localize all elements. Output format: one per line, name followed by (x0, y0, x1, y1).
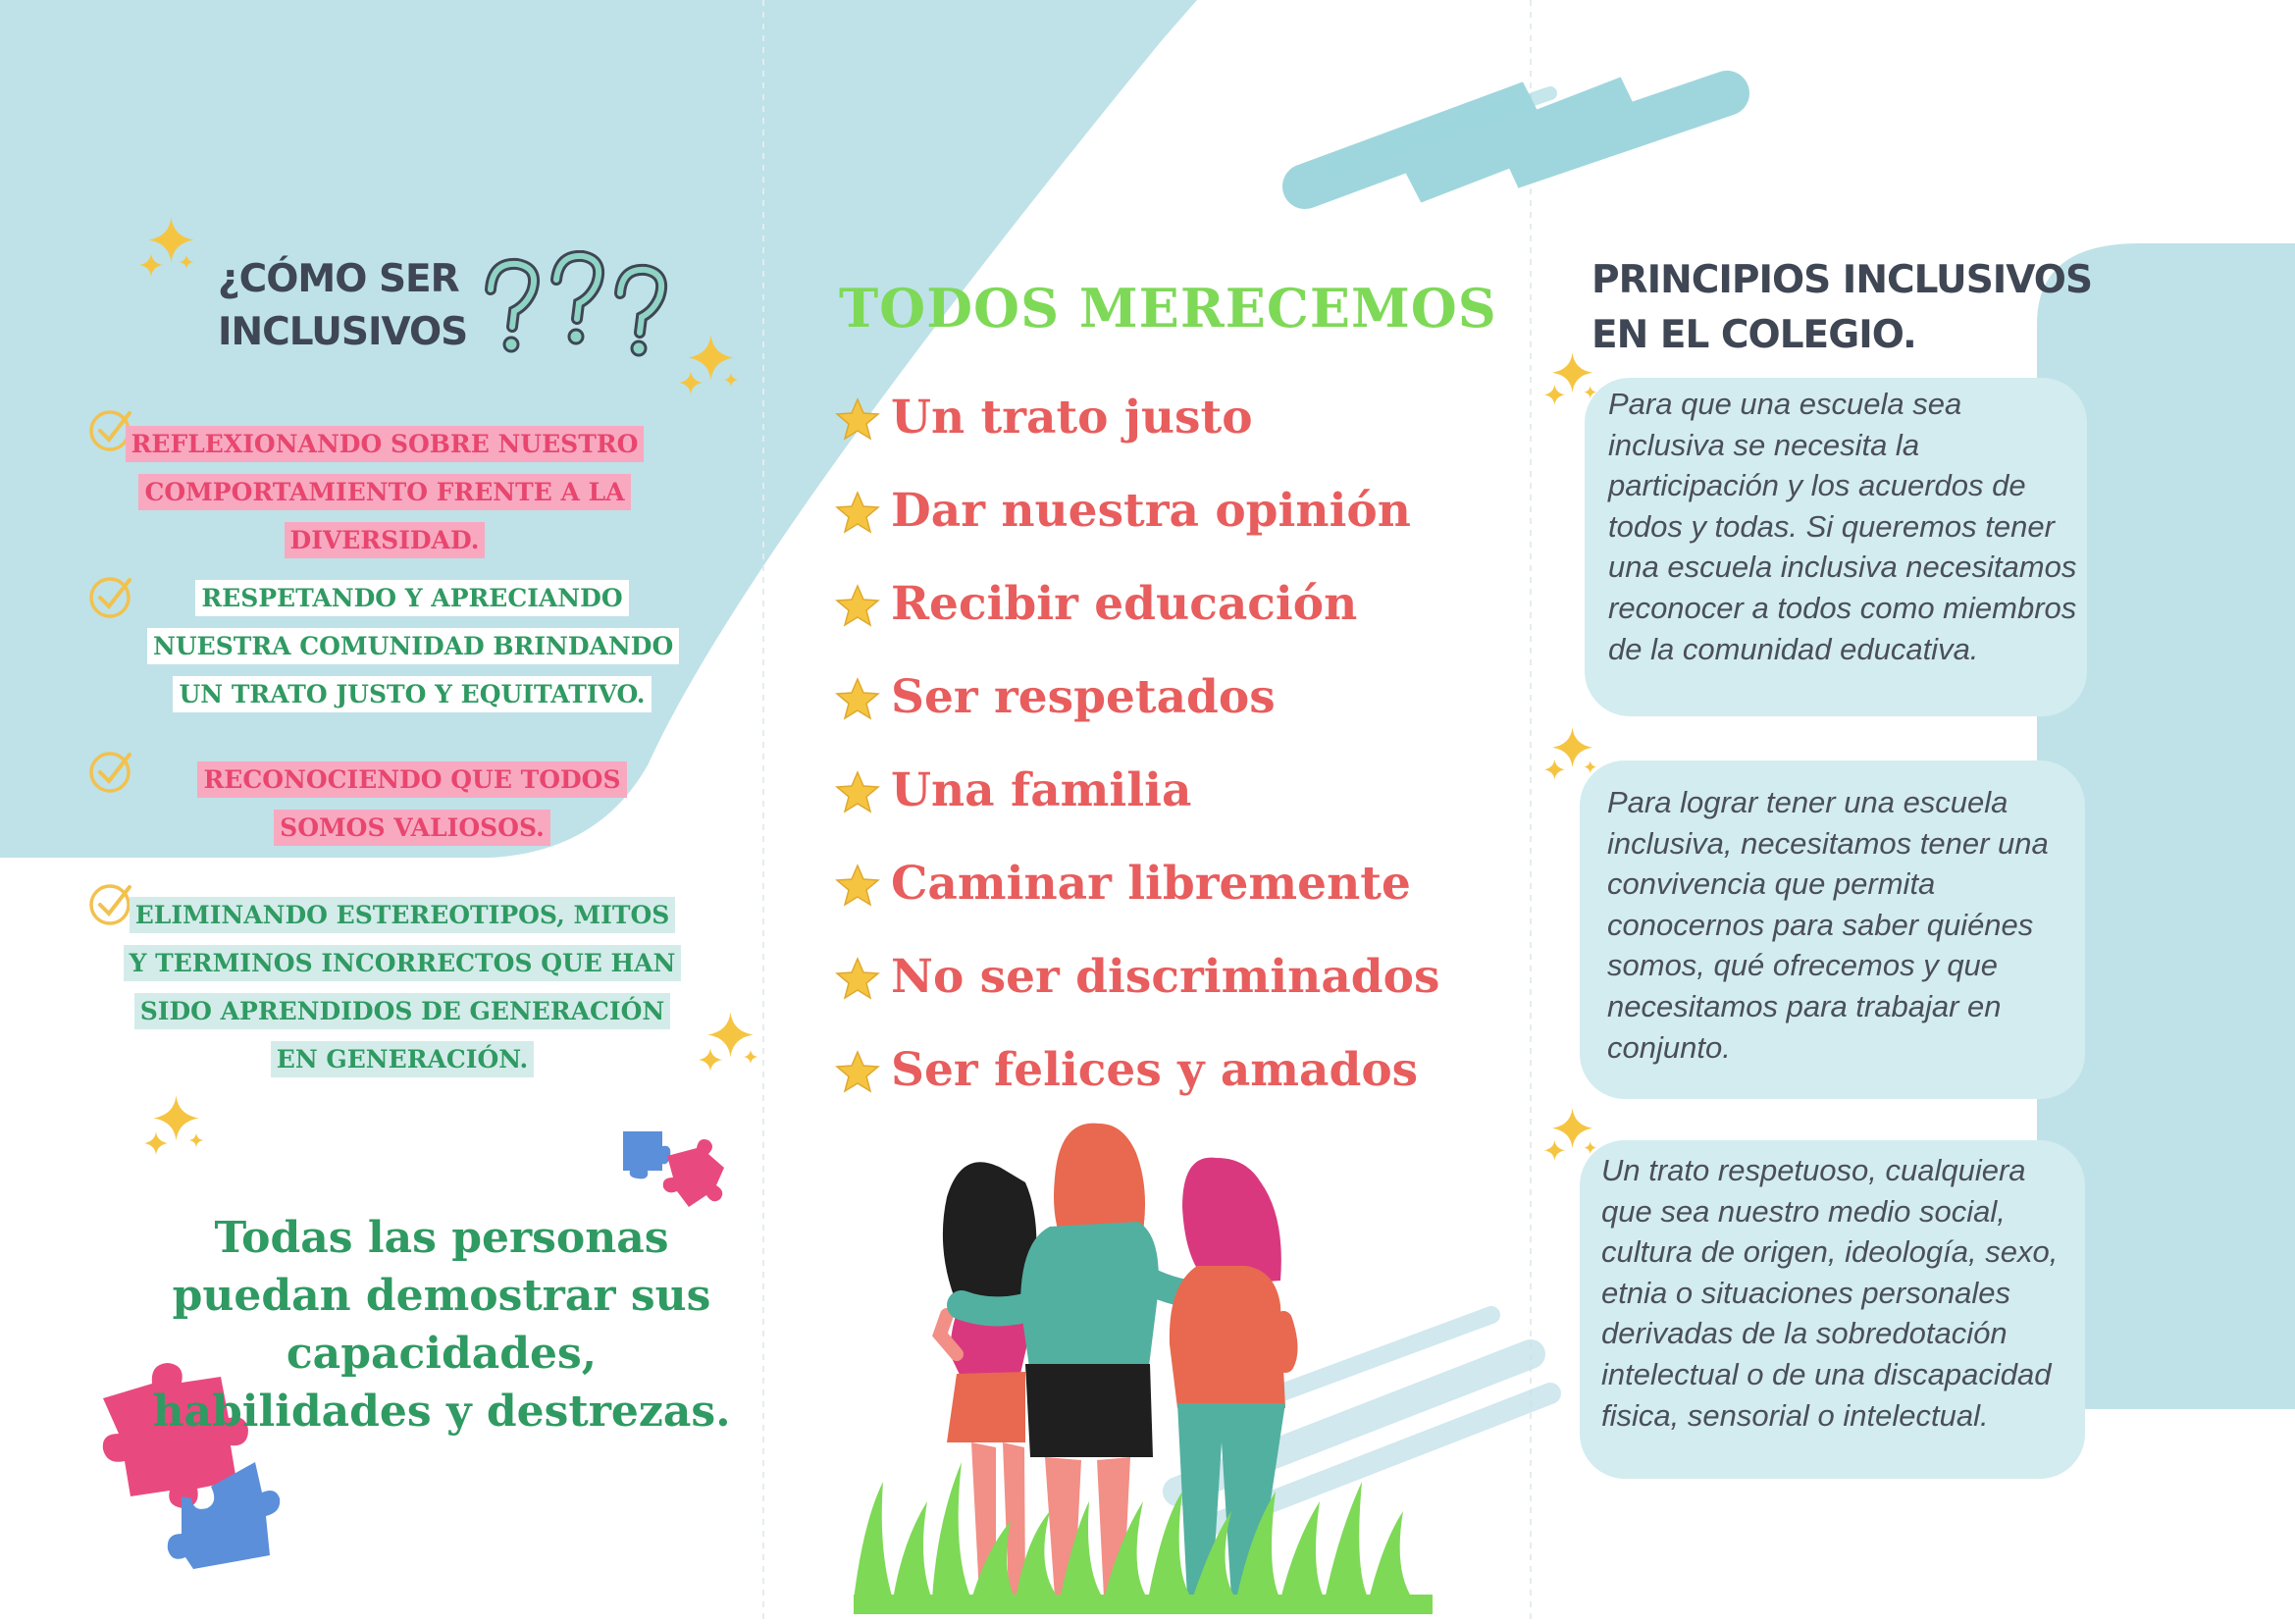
sparkle-icon (137, 216, 206, 285)
left-panel-title (218, 253, 467, 359)
star-icon (834, 396, 881, 444)
inclusion-item-1: REFLEXIONANDO SOBRE NUESTRO COMPORTAMIENTO FRENTE A LA DIVERSIDAD. (61, 420, 708, 564)
left-title-line1: ¿CÓMO SER (218, 257, 459, 301)
principle-card-2 (1580, 760, 2085, 1099)
star-icon (834, 769, 881, 816)
inclusion-item-4: ELIMINANDO ESTEREOTIPOS, MITOS Y TERMINOS INCORRECTOS QUE HAN SIDO APRENDIDOS DE GENERACIÓN EN GENERACIÓN. (123, 891, 682, 1083)
star-icon (834, 676, 881, 723)
principle-card-3 (1580, 1140, 2085, 1479)
star-icon (834, 1049, 881, 1096)
inclusion-item-2: RESPETANDO Y APRECIANDO NUESTRA COMUNIDAD BRINDANDO UN TRATO JUSTO Y EQUITATIVO. (147, 574, 677, 718)
principle-card-text: Para lograr tener una escuela inclusiva, necesitamos tener una convivencia que permita conocernos para saber quiénes somos, qué ofrecemos y que necesitamos para trabajar en conjunto. (1607, 785, 2049, 1065)
right-title-line2: EN EL COLEGIO. (1591, 313, 1916, 357)
left-title-line2: INCLUSIVOS (218, 310, 468, 354)
sparkle-icon (677, 334, 746, 402)
right-panel-title (1591, 253, 2092, 363)
principle-card-1 (1585, 378, 2087, 716)
star-icon (834, 583, 881, 630)
check-circle-icon (88, 574, 133, 619)
star-icon (834, 863, 881, 910)
star-icon (834, 956, 881, 1003)
sparkle-icon (697, 1011, 765, 1079)
principle-card-text: Para que una escuela sea inclusiva se necesita la participación y los acuerdos de todos y todas. Si queremos tener una escuela inclusiva necesitamos reconocer a todos como miembros de la comunidad educativa. (1608, 387, 2077, 666)
center-panel-title: TODOS MERECEMOS (839, 277, 1497, 340)
question-marks-icon (473, 250, 679, 358)
left-quote: Todas las personas puedan demostrar sus capacidades, habilidades y destrezas. (152, 1213, 731, 1437)
brush-stroke (1305, 93, 1727, 186)
grass (854, 1462, 1433, 1614)
principle-card-text: Un trato respetuoso, cualquiera que sea nuestro medio social, cultura de origen, ideología, sexo, etnia o situaciones personales derivadas de la sobredotación intelectual o de una discapacidad fisica, sensorial o intelectual. (1601, 1153, 2059, 1433)
right-title-line1: PRINCIPIOS INCLUSIVOS (1591, 258, 2093, 302)
sparkle-icon (142, 1094, 211, 1163)
girls-illustration (824, 1109, 1472, 1619)
puzzle-icon (618, 1126, 736, 1215)
star-icon (834, 490, 881, 537)
inclusion-item-3: RECONOCIENDO QUE TODOS SOMOS VALIOSOS. (147, 756, 677, 852)
check-circle-icon (88, 749, 133, 794)
